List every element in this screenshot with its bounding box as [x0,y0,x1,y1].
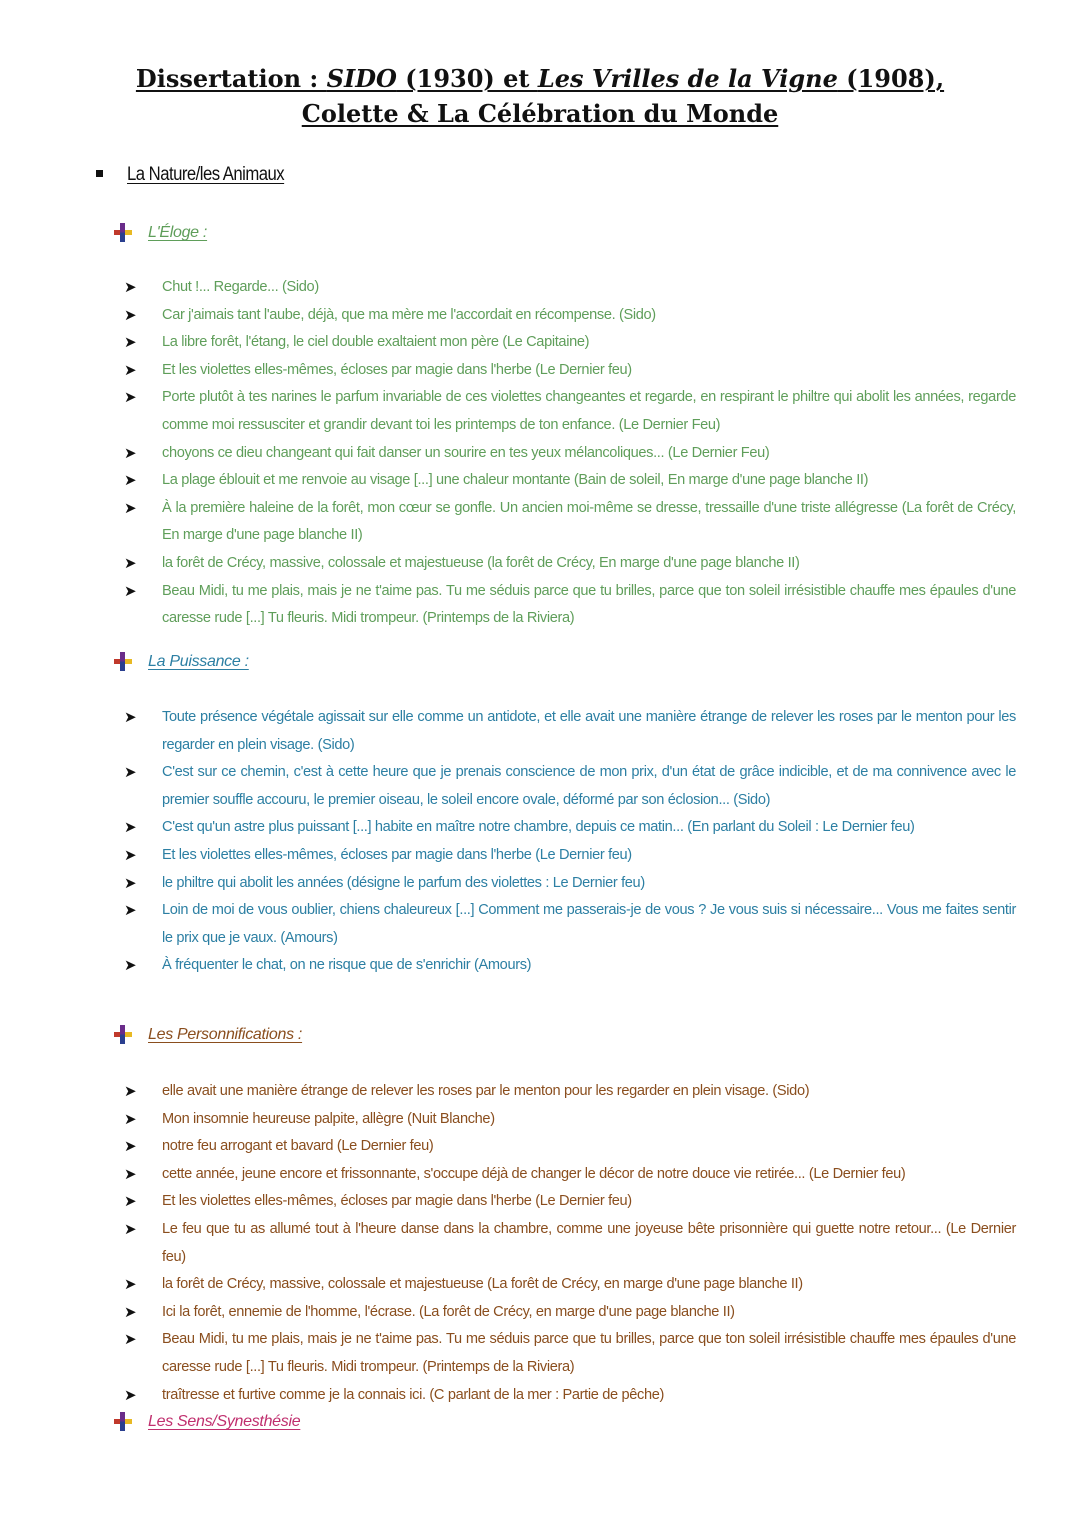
list-item: ➤ Loin de moi de vous oublier, chiens chaleureux [...] Comment me passerais-je de vous ? Je vous suis si nécessaire... Vous me faites sentir le prix que je vaux. (Amours) [124,897,1016,952]
arrow-bullet-icon: ➤ [124,957,137,975]
list-item: ➤ la forêt de Crécy, massive, colossale et majestueuse (La forêt de Crécy, en marge d'une page blanche II) [124,1271,1016,1299]
arrow-bullet-icon: ➤ [124,499,137,517]
list-item: ➤ Et les violettes elles-mêmes, écloses par magie dans l'herbe (Le Dernier feu) [124,1188,1016,1216]
list-item: ➤ notre feu arrogant et bavard (Le Dernier feu) [124,1133,1016,1161]
arrow-bullet-icon: ➤ [124,472,137,490]
list-item: ➤ elle avait une manière étrange de relever les roses par le menton pour les regarder en plein visage. (Sido) [124,1078,1016,1106]
quote-list-eloge [124,274,1016,633]
arrow-bullet-icon: ➤ [124,1303,137,1321]
arrow-bullet-icon: ➤ [124,709,137,726]
list-item: ➤ Toute présence végétale agissait sur elle comme un antidote, et elle avait une manière étrange de relever les roses par le menton pour les regarder en plein visage. (Sido) [124,704,1016,759]
arrow-bullet-icon: ➤ [124,1331,137,1349]
arrow-bullet-icon: ➤ [124,819,137,837]
list-item: ➤ la forêt de Crécy, massive, colossale et majestueuse (la forêt de Crécy, En marge d'une page blanche II) [124,550,1016,578]
document-title-line2: Colette & La Célébration du Monde [301,99,779,128]
arrow-bullet-icon: ➤ [124,279,137,296]
list-item: ➤ La plage éblouit et me renvoie au visage [...] une chaleur montante (Bain de soleil, En marge d'une page blanche II) [124,467,1016,495]
list-item: ➤ choyons ce dieu changeant qui fait danser un sourire en tes yeux mélancoliques... (Le Dernier Feu) [124,440,1016,468]
arrow-bullet-icon: ➤ [124,1220,137,1238]
list-item: ➤ le philtre qui abolit les années (désigne le parfum des violettes : Le Dernier feu) [124,870,1016,898]
section-heading: La Nature/les Animaux [96,164,306,186]
arrow-bullet-icon: ➤ [124,1083,137,1100]
list-item: ➤ Et les violettes elles-mêmes, écloses par magie dans l'herbe (Le Dernier feu) [124,842,1016,870]
subsection-heading-sens: Les Sens/Synesthésie [112,1411,300,1433]
arrow-bullet-icon: ➤ [124,554,137,572]
arrow-bullet-icon: ➤ [124,846,137,864]
list-item: ➤ Beau Midi, tu me plais, mais je ne t'aime pas. Tu me séduis parce que tu brilles, parce que ton soleil irrésistible chauffe mes épaules d'une caresse rude [...] Tu fleuris. Midi trompeur. (Printemps de la Riviera) [124,1326,1016,1381]
quote-list-personnifications [124,1078,1016,1409]
list-item: ➤ Le feu que tu as allumé tout à l'heure danse dans la chambre, comme une joyeuse bête prisonnière qui guette notre retour... (Le Dernier feu) [124,1216,1016,1271]
list-item: ➤ À la première haleine de la forêt, mon cœur se gonfle. Un ancien moi-même se dresse, tressaille d'une triste allégresse (La forêt de Crécy, En marge d'une page blanche II) [124,495,1016,550]
list-item: ➤ cette année, jeune encore et frissonnante, s'occupe déjà de changer le décor de notre douce vie retirée... (Le Dernier feu) [124,1161,1016,1189]
list-item: ➤ traîtresse et furtive comme je la connais ici. (C parlant de la mer : Partie de pêche) [124,1382,1016,1410]
arrow-bullet-icon: ➤ [124,361,137,379]
arrow-bullet-icon: ➤ [124,306,137,324]
arrow-bullet-icon: ➤ [124,444,137,462]
four-color-cross-icon [112,1024,134,1046]
list-item: ➤ Beau Midi, tu me plais, mais je ne t'aime pas. Tu me séduis parce que tu brilles, parce que ton soleil irrésistible chauffe mes épaules d'une caresse rude [...] Tu fleuris. Midi trompeur. (Printemps de la Riviera) [124,578,1016,633]
list-item: ➤ Porte plutôt à tes narines le parfum invariable de ces violettes changeantes et regarde, en respirant le philtre qui abolit les années, regarde comme moi ressusciter et grandir devant toi les printemps de ton enfance. (Le Dernier Feu) [124,384,1016,439]
list-item: ➤ Mon insomnie heureuse palpite, allègre (Nuit Blanche) [124,1106,1016,1134]
square-bullet-icon [96,170,103,177]
arrow-bullet-icon: ➤ [124,1110,137,1128]
list-item: ➤ La libre forêt, l'étang, le ciel double exaltaient mon père (Le Capitaine) [124,329,1016,357]
arrow-bullet-icon: ➤ [124,334,137,352]
subsection-heading-eloge: L'Éloge : [112,222,207,244]
arrow-bullet-icon: ➤ [124,1193,137,1211]
four-color-cross-icon [112,1411,134,1433]
subsection-heading-personnifications: Les Personnifications : [112,1024,302,1046]
list-item: ➤ C'est qu'un astre plus puissant [...] habite en maître notre chambre, depuis ce matin... (En parlant du Soleil : Le Dernier feu) [124,814,1016,842]
arrow-bullet-icon: ➤ [124,1386,137,1404]
arrow-bullet-icon: ➤ [124,764,137,782]
arrow-bullet-icon: ➤ [124,1276,137,1294]
quote-list-puissance [124,704,1016,980]
arrow-bullet-icon: ➤ [124,1138,137,1156]
arrow-bullet-icon: ➤ [124,389,137,407]
four-color-cross-icon [112,222,134,244]
document-title-line1: Dissertation : SIDO (1930) et Les Vrilles de la Vigne (1908), [135,64,945,93]
arrow-bullet-icon: ➤ [124,1165,137,1183]
four-color-cross-icon [112,651,134,673]
list-item: ➤ Et les violettes elles-mêmes, écloses par magie dans l'herbe (Le Dernier feu) [124,357,1016,385]
arrow-bullet-icon: ➤ [124,582,137,600]
arrow-bullet-icon: ➤ [124,874,137,892]
list-item: ➤ Chut !... Regarde... (Sido) [124,274,1016,302]
list-item: ➤ Ici la forêt, ennemie de l'homme, l'écrase. (La forêt de Crécy, en marge d'une page blanche II) [124,1299,1016,1327]
arrow-bullet-icon: ➤ [124,902,137,920]
subsection-heading-puissance: La Puissance : [112,651,249,673]
list-item: ➤ À fréquenter le chat, on ne risque que de s'enrichir (Amours) [124,952,1016,980]
list-item: ➤ C'est sur ce chemin, c'est à cette heure que je prenais conscience de mon prix, d'un état de grâce indicible, et de ma connivence avec le premier souffle accouru, le premier oiseau, le soleil encore ovale, déformé par son éclosion... (Sido) [124,759,1016,814]
list-item: ➤ Car j'aimais tant l'aube, déjà, que ma mère me l'accordait en récompense. (Sido) [124,302,1016,330]
